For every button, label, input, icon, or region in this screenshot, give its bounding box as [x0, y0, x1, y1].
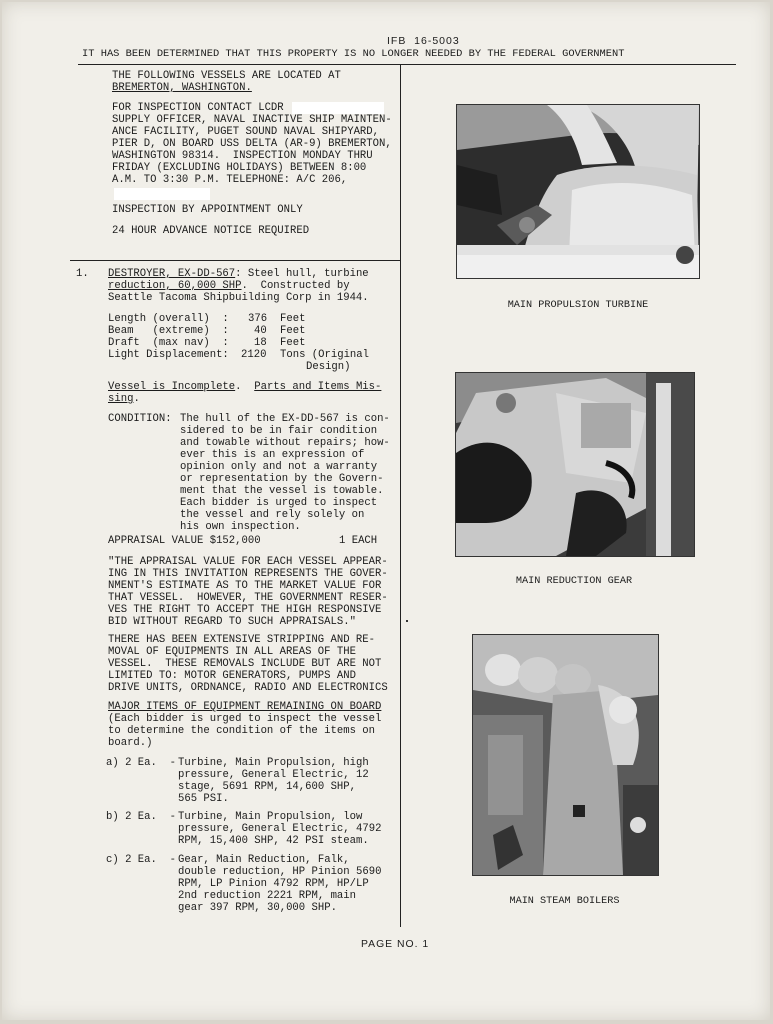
appraisal-value: APPRAISAL VALUE $152,000 — [108, 535, 261, 547]
equipment-line: gear 397 RPM, 30,000 SHP. — [178, 902, 337, 914]
builder-line: Seattle Tacoma Shipbuilding Corp in 1944. — [108, 292, 369, 304]
spec-label: Light Displacement: — [108, 349, 229, 361]
condition-line: ever this is an expression of — [180, 449, 365, 461]
equipment-line: Turbine, Main Propulsion, low — [178, 811, 363, 823]
missing-items: Parts and Items Mis- — [254, 381, 382, 393]
equipment-tag: a) 2 Ea. - — [106, 757, 176, 769]
equipment-line: 2nd reduction 2221 RPM, main — [178, 890, 357, 902]
boilers-image — [473, 635, 658, 875]
contact-line: SUPPLY OFFICER, NAVAL INACTIVE SHIP MAINTEN- — [112, 114, 392, 126]
spec-unit: Feet — [280, 337, 306, 349]
shp-rating: reduction, 60,000 SHP — [108, 280, 242, 292]
stripping-line: VESSEL. THESE REMOVALS INCLUDE BUT ARE NOT — [108, 658, 382, 670]
photo-caption: MAIN REDUCTION GEAR — [515, 576, 633, 587]
appraisal-note-line: NMENT'S ESTIMATE AS TO THE MARKET VALUE FOR — [108, 580, 382, 592]
incomplete-line-2: sing. — [108, 393, 140, 405]
page-number: PAGE NO. 1 — [361, 939, 430, 950]
major-items-line: (Each bidder is urged to inspect the vessel — [108, 713, 382, 725]
location-heading-1: THE FOLLOWING VESSELS ARE LOCATED AT — [112, 70, 341, 82]
boilers-photo — [472, 634, 659, 876]
equipment-line: pressure, General Electric, 12 — [178, 769, 369, 781]
appraisal-quantity: 1 EACH — [339, 535, 378, 547]
incomplete-line: Vessel is Incomplete. Parts and Items Mis- — [108, 381, 382, 393]
equipment-line: Turbine, Main Propulsion, high — [178, 757, 369, 769]
spec-label: Length (overall) : — [108, 313, 229, 325]
stripping-line: THERE HAS BEEN EXTENSIVE STRIPPING AND RE- — [108, 634, 376, 646]
condition-line: or representation by the Govern- — [180, 473, 384, 485]
major-items-line: board.) — [108, 737, 153, 749]
contact-line: WASHINGTON 98314. INSPECTION MONDAY THRU — [112, 150, 373, 162]
reduction-gear-image — [456, 373, 694, 556]
equipment-line: 565 PSI. — [178, 793, 229, 805]
column-divider — [400, 65, 401, 927]
appraisal-note-line: BID WITHOUT REGARD TO SUCH APPRAISALS." — [108, 616, 356, 628]
turbine-image — [457, 105, 699, 278]
turbine-photo — [456, 104, 700, 279]
major-items-line: to determine the condition of the items on — [108, 725, 376, 737]
condition-line: his own inspection. — [180, 521, 301, 533]
spec-unit: Tons (Original — [280, 349, 370, 361]
section-rule — [70, 260, 401, 261]
stripping-line: MOVAL OF EQUIPMENTS IN ALL AREAS OF THE — [108, 646, 356, 658]
equipment-line: Gear, Main Reduction, Falk, — [178, 854, 350, 866]
item-title-line — [108, 269, 369, 281]
condition-line: opinion only and not a warranty — [180, 461, 378, 473]
contact-line: A.M. TO 3:30 P.M. TELEPHONE: A/C 206, — [112, 174, 348, 186]
condition-line: The hull of the EX-DD-567 is con- — [180, 413, 390, 425]
stripping-line: LIMITED TO: MOTOR GENERATORS, PUMPS AND — [108, 670, 356, 682]
stripping-line: DRIVE UNITS, ORDNANCE, RADIO AND ELECTRONICS — [108, 682, 388, 694]
condition-line: Each bidder is urged to inspect — [180, 497, 378, 509]
major-items-heading: MAJOR ITEMS OF EQUIPMENT REMAINING ON BOARD — [108, 701, 382, 713]
appraisal-note-line: THAT VESSEL. HOWEVER, THE GOVERNMENT RESER- — [108, 592, 388, 604]
location-heading-2: BREMERTON, WASHINGTON. — [112, 82, 252, 94]
appraisal-note-line: ING IN THIS INVITATION REPRESENTS THE GOVER- — [108, 568, 388, 580]
equipment-line: RPM, LP Pinion 4792 RPM, HP/LP — [178, 878, 369, 890]
equipment-line: double reduction, HP Pinion 5690 — [178, 866, 382, 878]
spec-value: 2120 — [241, 349, 267, 361]
contact-line: ANCE FACILITY, PUGET SOUND NAVAL SHIPYARD, — [112, 126, 380, 138]
spec-value: 40 — [254, 325, 267, 337]
spec-value: 18 — [254, 337, 267, 349]
vessel-name: DESTROYER, EX-DD-567 — [108, 268, 236, 280]
item-desc-line — [108, 281, 350, 293]
ifb-number: IFB 16-5003 — [387, 35, 460, 47]
photo-caption: MAIN PROPULSION TURBINE — [507, 300, 649, 311]
condition-line: sidered to be in fair condition — [180, 425, 378, 437]
photo-caption: MAIN STEAM BOILERS — [509, 896, 620, 907]
equipment-line: pressure, General Electric, 4792 — [178, 823, 382, 835]
appraisal-note-line: "THE APPRAISAL VALUE FOR EACH VESSEL APPEAR- — [108, 556, 388, 568]
spec-value: 376 — [248, 313, 268, 325]
condition-label: CONDITION: — [108, 413, 172, 425]
document-page — [2, 2, 770, 1020]
condition-line: ment that the vessel is towable. — [180, 485, 384, 497]
incomplete-status: Vessel is Incomplete — [108, 381, 236, 393]
reduction-gear-photo — [455, 372, 695, 557]
vessel-summary: : Steel hull, turbine — [235, 268, 369, 280]
appraisal-note-line: VES THE RIGHT TO ACCEPT THE HIGH RESPONSIVE — [108, 604, 382, 616]
equipment-tag: c) 2 Ea. - — [106, 854, 176, 866]
advance-notice: 24 HOUR ADVANCE NOTICE REQUIRED — [112, 225, 310, 237]
redaction-box — [114, 188, 210, 200]
spec-label: Beam (extreme) : — [108, 325, 229, 337]
contact-line: FRIDAY (EXCLUDING HOLIDAYS) BETWEEN 8:00 — [112, 162, 367, 174]
redaction-box — [292, 102, 384, 114]
determination-line: IT HAS BEEN DETERMINED THAT THIS PROPERTY IS NO LONGER NEEDED BY THE FEDERAL GOVERNMENT — [82, 48, 625, 60]
condition-line: the vessel and rely solely on — [180, 509, 365, 521]
condition-line: and towable without repairs; how- — [180, 437, 390, 449]
equipment-line: stage, 5691 RPM, 14,600 SHP, — [178, 781, 357, 793]
header-rule — [78, 64, 736, 65]
spec-note: Design) — [306, 361, 351, 373]
stray-mark — [406, 620, 408, 622]
equipment-line: RPM, 15,400 SHP, 42 PSI steam. — [178, 835, 369, 847]
appointment-note: INSPECTION BY APPOINTMENT ONLY — [112, 204, 303, 216]
contact-line: PIER D, ON BOARD USS DELTA (AR-9) BREMERTON, — [112, 138, 392, 150]
spec-label: Draft (max nav) : — [108, 337, 229, 349]
equipment-tag: b) 2 Ea. - — [106, 811, 176, 823]
item-number: 1. — [76, 268, 89, 280]
builder-intro: . Constructed by — [241, 280, 350, 292]
contact-line: FOR INSPECTION CONTACT LCDR — [112, 102, 284, 114]
spec-unit: Feet — [280, 325, 306, 337]
spec-unit: Feet — [280, 313, 306, 325]
